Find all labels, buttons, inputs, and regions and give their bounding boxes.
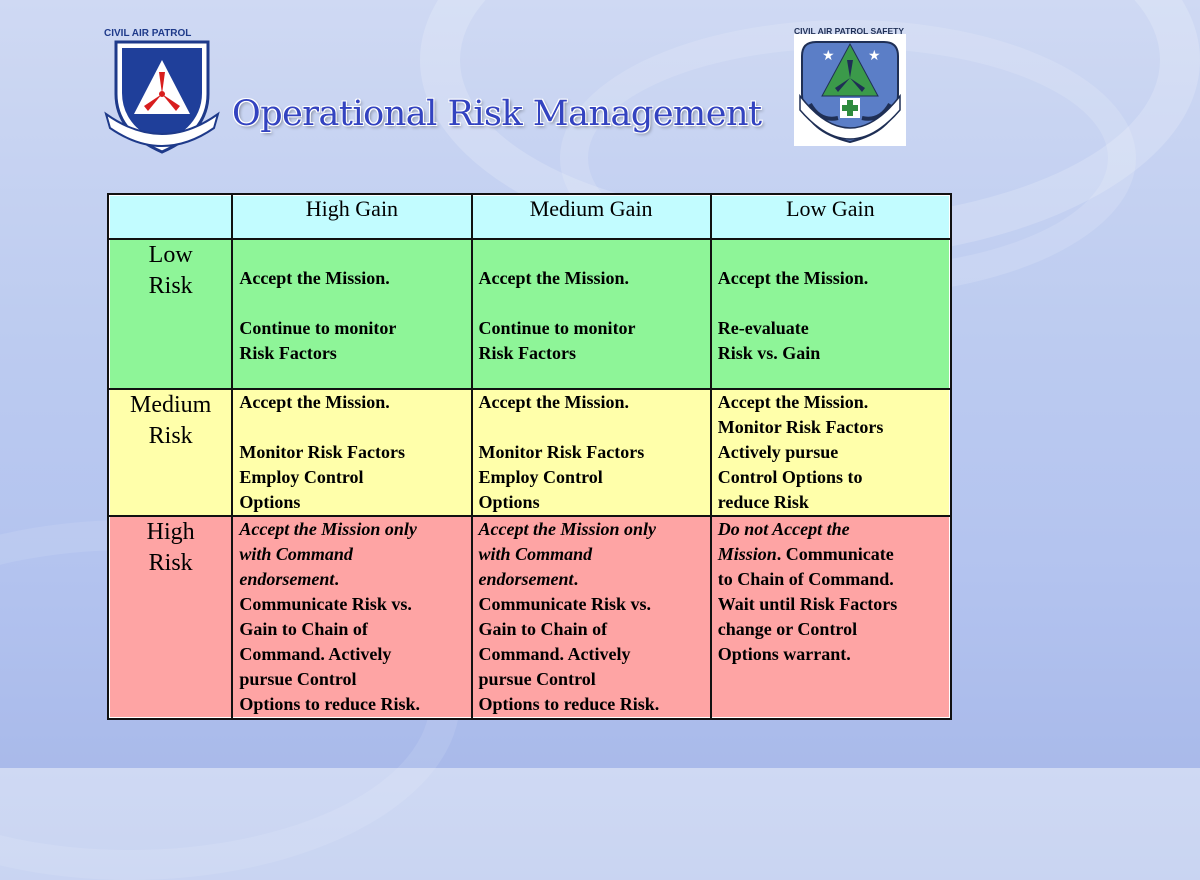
svg-text:★: ★ bbox=[822, 48, 835, 64]
cell-text: Accept the Mission. bbox=[239, 268, 390, 288]
cell-low-risk-high-gain bbox=[232, 239, 471, 389]
cell-text: Accept the Mission. bbox=[478, 268, 630, 288]
high-risk-row bbox=[109, 516, 950, 718]
cell-text: Accept the Mission. bbox=[478, 392, 630, 412]
cell-italic-text: Accept the Mission only with Command endorsement bbox=[478, 519, 657, 589]
cell-medium-risk-low-gain bbox=[711, 389, 950, 516]
cell-medium-risk-high-gain bbox=[232, 389, 471, 516]
cell-medium-risk-medium-gain bbox=[472, 389, 711, 516]
cell-text: Accept the Mission. bbox=[239, 392, 390, 412]
column-header-medium-gain: Medium Gain bbox=[472, 195, 711, 239]
row-header-high-risk bbox=[109, 516, 232, 718]
civil-air-patrol-logo bbox=[104, 28, 220, 154]
column-header-high-gain: High Gain bbox=[232, 195, 471, 239]
row-header-label: Low Risk bbox=[148, 242, 193, 299]
cell-text: . Communicate Risk vs. Gain to Chain of Command. Actively pursue Control Options to reduce Risk. bbox=[478, 569, 660, 714]
risk-gain-matrix bbox=[107, 193, 952, 720]
svg-text:★: ★ bbox=[868, 48, 881, 64]
row-header-label: High Risk bbox=[146, 519, 195, 576]
page-title: Operational Risk Management bbox=[232, 94, 762, 134]
cell-low-risk-medium-gain bbox=[472, 239, 711, 389]
cell-text: Monitor Risk Factors Employ Control Options bbox=[239, 442, 405, 512]
cell-text: Monitor Risk Factors Employ Control Options bbox=[478, 442, 645, 512]
row-header-label: Medium Risk bbox=[130, 392, 212, 449]
cell-italic-text: Accept the Mission only with Command endorsement bbox=[239, 519, 417, 589]
logo-left-text: CIVIL AIR PATROL bbox=[104, 28, 192, 39]
cell-text: Accept the Mission. Monitor Risk Factors Actively pursue Control Options to reduce Risk bbox=[717, 392, 884, 512]
cell-low-risk-low-gain bbox=[711, 239, 950, 389]
cell-text: Continue to monitor Risk Factors bbox=[239, 318, 397, 363]
row-header-low-risk bbox=[109, 239, 232, 389]
row-header-medium-risk bbox=[109, 389, 232, 516]
cell-italic-text: Do not Accept the Mission bbox=[717, 519, 850, 564]
cell-high-risk-high-gain bbox=[232, 516, 471, 718]
cell-text: Continue to monitor Risk Factors bbox=[478, 318, 636, 363]
civil-air-patrol-safety-logo bbox=[794, 26, 906, 146]
medium-risk-row bbox=[109, 389, 950, 516]
cell-text: Re-evaluate Risk vs. Gain bbox=[717, 318, 821, 363]
cell-high-risk-medium-gain bbox=[472, 516, 711, 718]
low-risk-row bbox=[109, 239, 950, 389]
column-header-low-gain: Low Gain bbox=[711, 195, 950, 239]
header-row bbox=[109, 195, 950, 239]
cell-text: . Communicate to Chain of Command. Wait until Risk Factors change or Control Options warrant. bbox=[717, 544, 898, 664]
logo-right-text: CIVIL AIR PATROL SAFETY bbox=[794, 26, 905, 36]
cell-text: . Communicate Risk vs. Gain to Chain of Command. Actively pursue Control Options to reduce Risk. bbox=[239, 569, 421, 714]
cell-text: Accept the Mission. bbox=[717, 268, 869, 288]
cell-high-risk-low-gain bbox=[711, 516, 950, 718]
corner-cell bbox=[109, 195, 232, 239]
